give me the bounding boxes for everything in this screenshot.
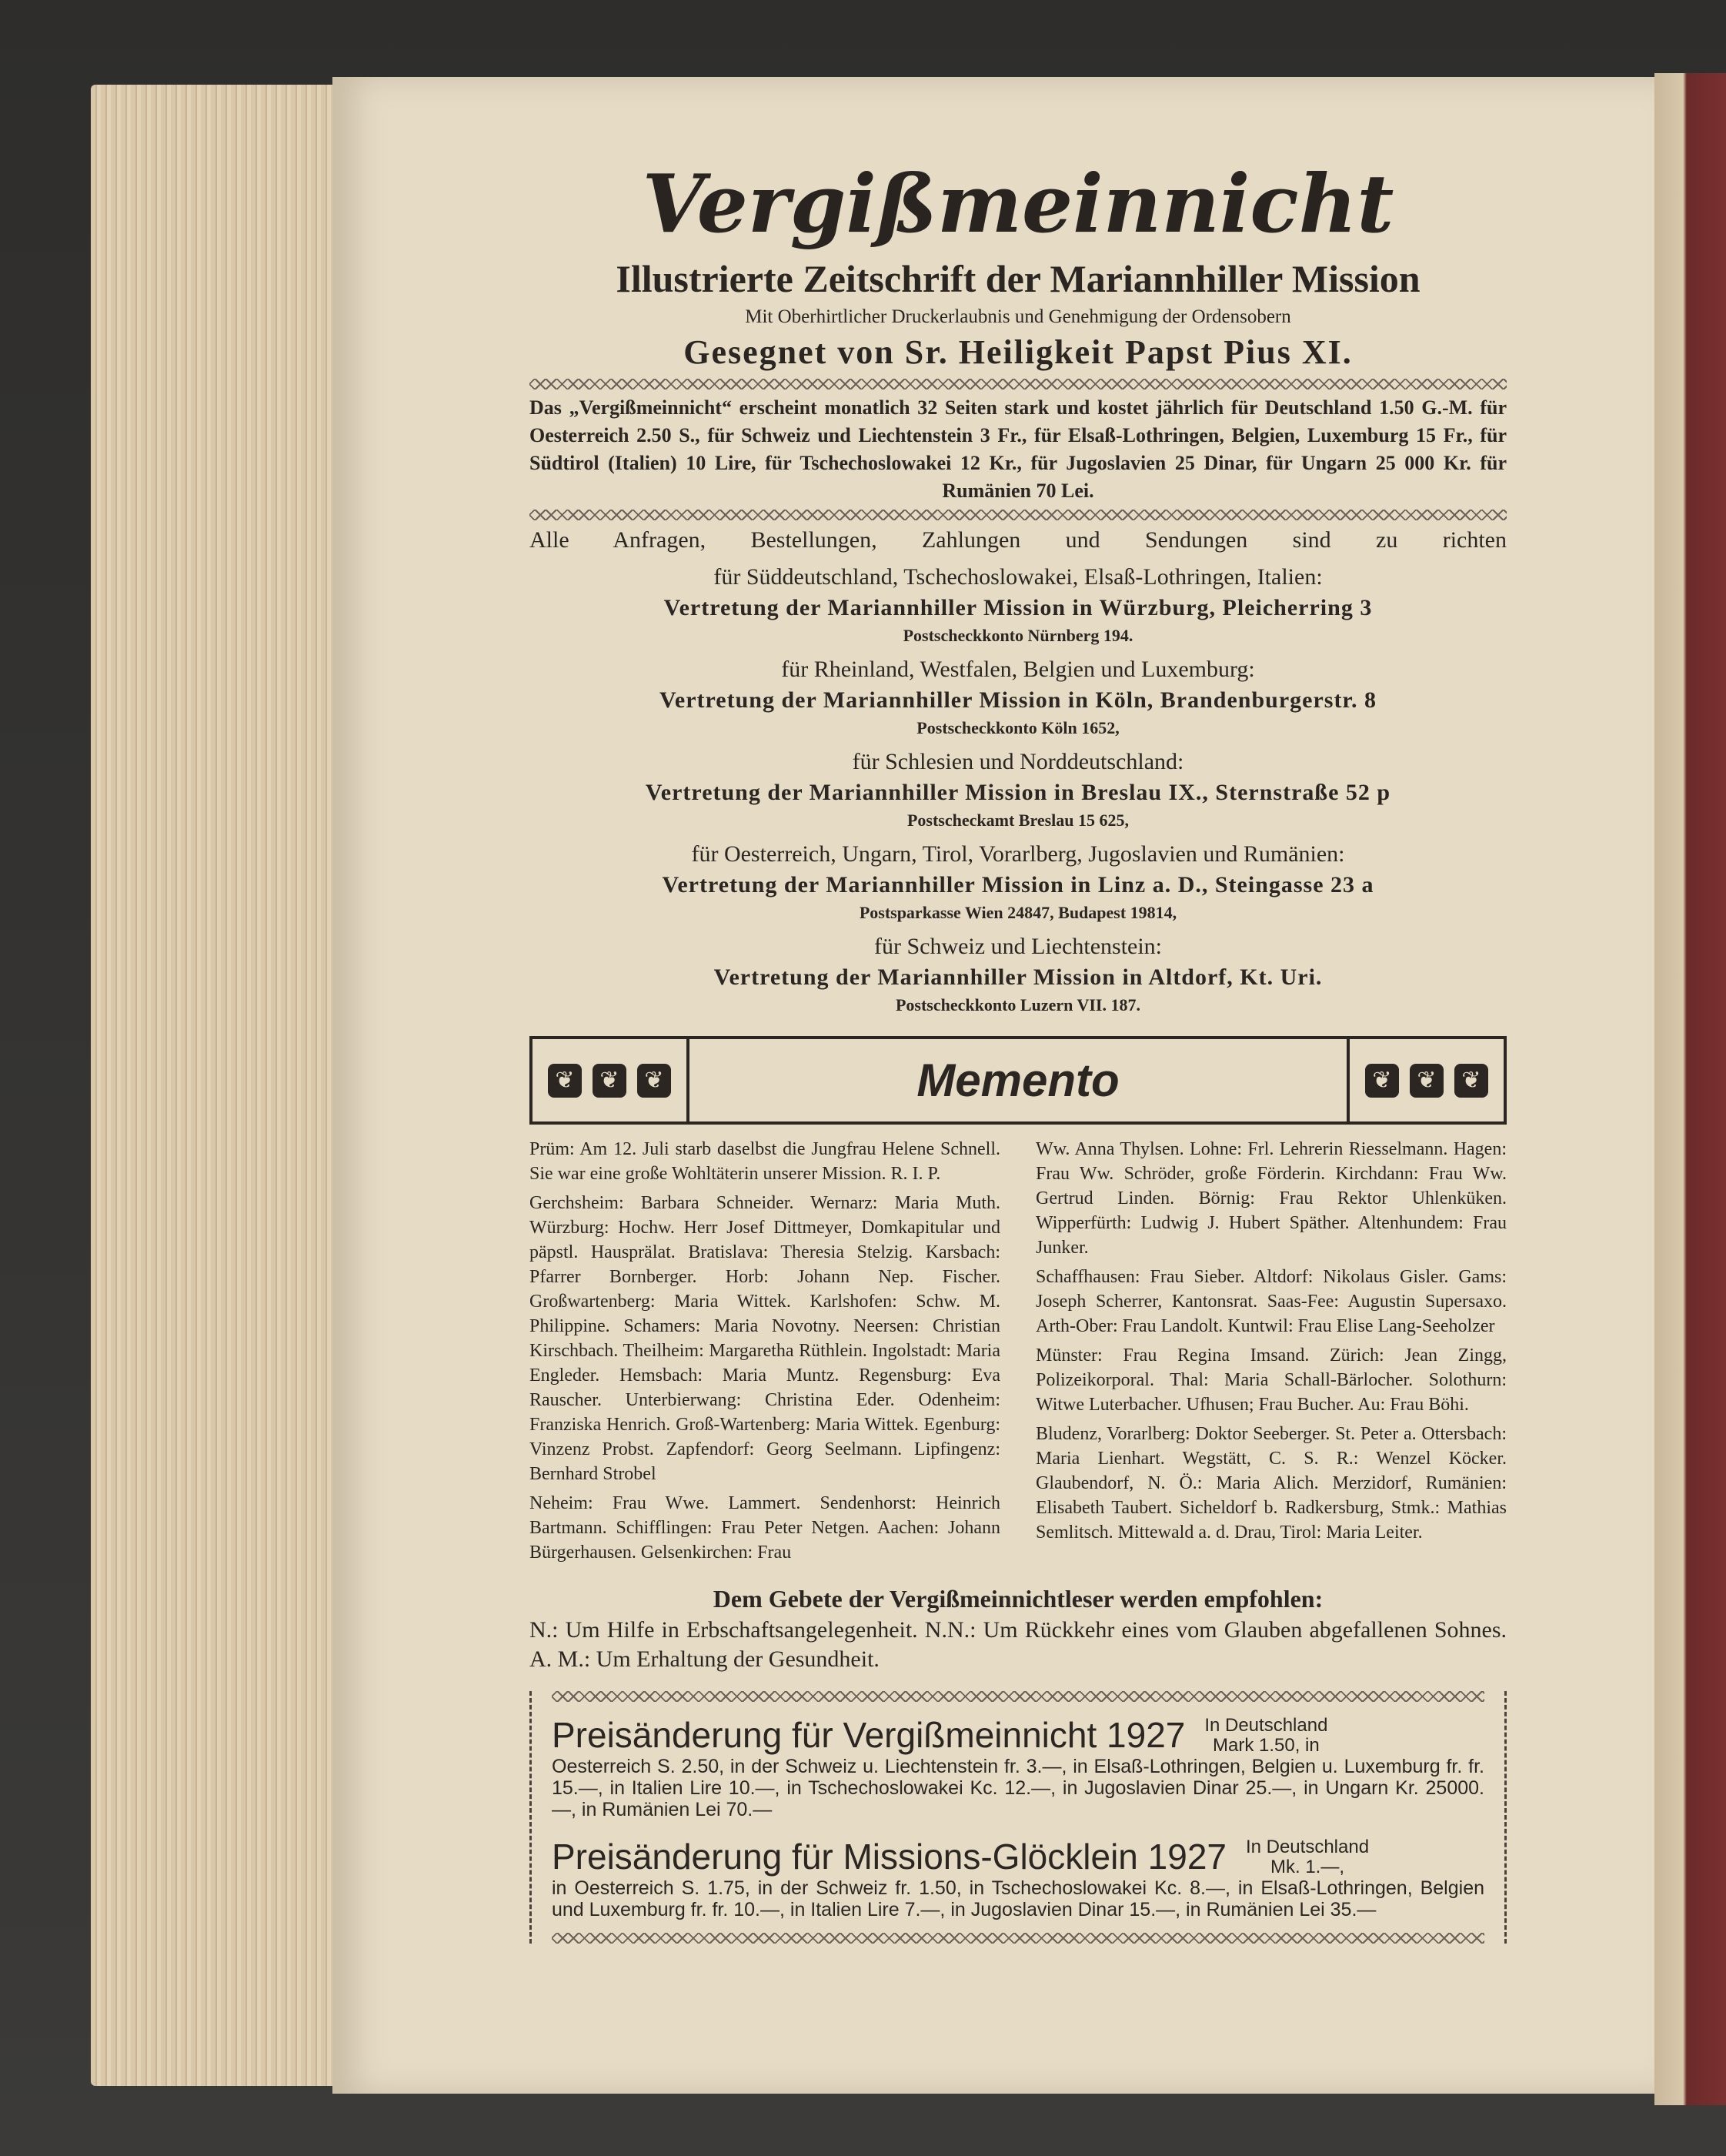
address-office: Vertretung der Mariannhiller Mission in Breslau IX., Sternstraße 52 p (645, 780, 1391, 805)
price-change-text: Oesterreich S. 2.50, in der Schweiz u. Liechtenstein fr. 3.—, in Elsaß-Lothringen, Belgien u. Luxemburg fr. fr. 15.—, in Italien Lire 10.—, in Tschechoslowakei Kc. 12.—, in Jugoslavien Dinar 25.—, in Ungarn Kr. 25000.—, in Rumänien Lei 70.— (552, 1756, 1484, 1820)
page-edges (91, 85, 337, 2086)
address-account: Postscheckkonto Luzern VII. 187. (895, 995, 1140, 1014)
memento-column-right (1036, 1137, 1507, 1569)
masthead-subtitle: Illustrierte Zeitschrift der Mariannhiller Mission (616, 257, 1421, 300)
address-office: Vertretung der Mariannhiller Mission in Köln, Brandenburgerstr. 8 (659, 687, 1377, 713)
memento-entry: Neheim: Frau Wwe. Lammert. Sendenhorst: Heinrich Bartmann. Schifflingen: Frau Peter Netgen. Aachen: Johann Bürgerhausen. Gelsenkirchen: Frau (529, 1493, 1000, 1563)
address-office: Vertretung der Mariannhiller Mission in Linz a. D., Steingasse 23 a (662, 872, 1374, 897)
memento-columns (529, 1137, 1507, 1569)
memento-entry: Bludenz, Vorarlberg: Doktor Seeberger. St. Peter a. Ottersbach: Maria Lienhart. Wegstätt, C. S. R.: Wenzel Köcker. Glaubendorf, N. Ö.: Maria Alich. Merzidorf, Rumänien: Elisabeth Taubert. Sicheldorf b. Radkersburg, Stmk.: Mathias Semlitsch. Mittewald a. d. Drau, Tirol: Maria Leiter. (1036, 1424, 1507, 1543)
address-office: Vertretung der Mariannhiller Mission in Altdorf, Kt. Uri. (713, 964, 1323, 990)
memento-banner (529, 1036, 1507, 1125)
ornament-group (1347, 1039, 1504, 1121)
ornament-icon: ❦ (1410, 1064, 1444, 1098)
prayers-text: N.: Um Hilfe in Erbschaftsangelegenheit. N.N.: Um Rückkehr eines vom Glauben abgefallenen Sohnes. A. M.: Um Erhaltung der Gesundheit. (529, 1617, 1507, 1672)
price-change-title: Preisänderung für Vergißmeinnicht 1927 (552, 1715, 1186, 1755)
memento-entry: Prüm: Am 12. Juli starb daselbst die Jungfrau Helene Schnell. Sie war eine große Wohltäterin unserer Mission. R. I. P. (529, 1139, 1000, 1184)
address-account: Postscheckkonto Nürnberg 194. (903, 626, 1133, 645)
memento-entry: Ww. Anna Thylsen. Lohne: Frl. Lehrerin Riesselmann. Hagen: Frau Ww. Schröder, große Förderin. Kirchdann: Frau Ww. Gertrud Linden. Börnig: Frau Rektor Uhlenküken. Wipperfürth: Ludwig J. Hubert Späther. Altenhundem: Frau Junker. (1036, 1139, 1507, 1258)
address-account: Postscheckamt Breslau 15 625, (906, 811, 1130, 830)
wavy-divider (552, 1691, 1484, 1702)
address-account: Postscheckkonto Köln 1652, (916, 718, 1120, 737)
ornament-icon: ❦ (637, 1064, 671, 1098)
book-cover-edge (1654, 73, 1726, 2105)
wavy-divider (529, 510, 1507, 520)
masthead-blessing: Gesegnet von Sr. Heiligkeit Papst Pius XI. (683, 333, 1353, 371)
address-region: für Oesterreich, Ungarn, Tirol, Vorarlberg, Jugoslavien und Rumänien: (691, 841, 1345, 867)
price-change-title: Preisänderung für Missions-Glöcklein 1927 (552, 1837, 1227, 1877)
ornament-icon: ❦ (548, 1064, 582, 1098)
address-account: Postsparkasse Wien 24847, Budapest 19814, (859, 903, 1177, 922)
ornament-icon: ❦ (1454, 1064, 1488, 1098)
ornament-icon: ❦ (593, 1064, 626, 1098)
price-change-side: In Deutschland Mark 1.50, in (1204, 1715, 1328, 1756)
memento-entry: Schaffhausen: Frau Sieber. Altdorf: Nikolaus Gisler. Gams: Joseph Scherrer, Kantonsrat. Saas-Fee: Augustin Supersaxo. Arth-Ober: Frau Landolt. Kuntwil: Frau Elise Lang-Seeholzer (1036, 1267, 1507, 1336)
price-change (552, 1706, 1484, 1828)
prayers-heading: Dem Gebete der Vergißmeinnichtleser werden empfohlen: (713, 1585, 1324, 1613)
address-group (529, 931, 1507, 1018)
memento-entry: Münster: Frau Regina Imsand. Zürich: Jean Zingg, Polizeikorporal. Thal: Maria Schall-Bärlocher. Solothurn: Witwe Luterbacher. Ufhusen; Frau Bucher. Au: Frau Böhi. (1036, 1345, 1507, 1415)
price-change-text: in Oesterreich S. 1.75, in der Schweiz fr. 1.50, in Tschechoslowakei Kc. 8.—, in Elsaß-Lothringen, Belgien und Luxemburg fr. fr. 10.—, in Italien Lire 7.—, in Jugoslavien Dinar 15.—, in Rumänien Lei 35.— (552, 1877, 1484, 1920)
masthead-imprimatur: Mit Oberhirtlicher Druckerlaubnis und Genehmigung der Ordensobern (745, 306, 1291, 327)
address-region: für Rheinland, Westfalen, Belgien und Luxemburg: (781, 657, 1255, 682)
price-change (552, 1828, 1484, 1928)
page-content (529, 154, 1507, 1948)
address-region: für Schweiz und Liechtenstein: (873, 934, 1163, 959)
ornament-group (532, 1039, 689, 1121)
address-group (529, 747, 1507, 833)
memento-column-left (529, 1137, 1000, 1569)
subscription-text: Das „Vergißmeinnicht“ erscheint monatlich 32 Seiten stark und kostet jährlich für Deutschland 1.50 G.-M. für Oesterreich 2.50 S., für Schweiz und Liechtenstein 3 Fr., für Elsaß-Lothringen, Belgien, Luxemburg 15 Fr., für Südtirol (Italien) 10 Lire, für Tschechoslowakei 12 Kr., für Jugoslavien 25 Dinar, für Ungarn 25 000 Kr. für Rumänien 70 Lei. (529, 396, 1507, 502)
address-region: für Süddeutschland, Tschechoslowakei, Elsaß-Lothringen, Italien: (713, 564, 1323, 590)
address-region: für Schlesien und Norddeutschland: (852, 749, 1184, 774)
address-group (529, 562, 1507, 648)
address-office: Vertretung der Mariannhiller Mission in Würzburg, Pleicherring 3 (663, 595, 1373, 620)
wavy-divider (552, 1933, 1484, 1944)
address-group (529, 839, 1507, 925)
ornament-icon: ❦ (1365, 1064, 1399, 1098)
addresses-intro: Alle Anfragen, Bestellungen, Zahlungen und Sendungen sind zu richten (529, 527, 1507, 553)
price-change-box (529, 1691, 1507, 1944)
masthead-title: Vergißmeinnicht (642, 156, 1394, 251)
addresses (529, 525, 1507, 1018)
wavy-divider (529, 379, 1507, 389)
memento-title: Memento (916, 1054, 1120, 1106)
memento-entry: Gerchsheim: Barbara Schneider. Wernarz: Maria Muth. Würzburg: Hochw. Herr Josef Dittmeyer, Domkapitular und päpstl. Hausprälat. Bratislava: Theresia Stelzig. Karsbach: Pfarrer Bornberger. Horb: Johann Nep. Fischer. Großwartenberg: Maria Wittek. Karlshofen: Schw. M. Philippine. Schamers: Maria Novotny. Neersen: Christian Kirschbach. Theilheim: Margaretha Rüthlein. Ingolstadt: Maria Engleder. Hemsbach: Maria Muntz. Regensburg: Eva Rauscher. Unterbierwang: Christina Eder. Odenheim: Franziska Henrich. Groß-Wartenberg: Maria Wittek. Egenburg: Vinzenz Probst. Zapfendorf: Georg Seelmann. Lipfingenz: Bernhard Strobel (529, 1193, 1000, 1484)
price-change-side: In Deutschland Mk. 1.—, (1245, 1837, 1370, 1877)
address-group (529, 654, 1507, 740)
prayers (529, 1582, 1507, 1674)
